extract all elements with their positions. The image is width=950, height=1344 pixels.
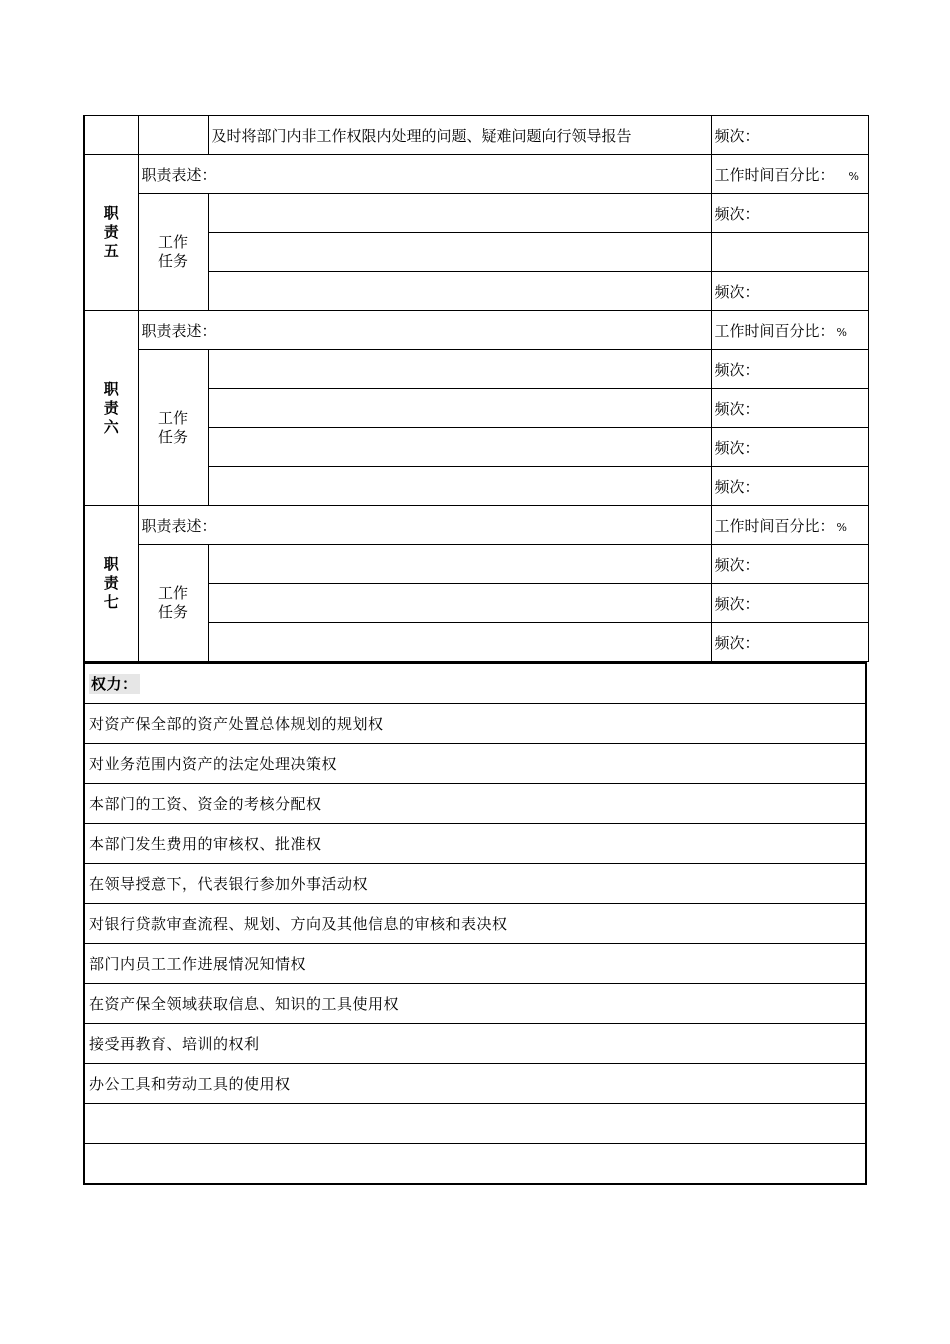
frequency-cell: 频次：: [711, 194, 868, 233]
power-item: 在资产保全领域获取信息、知识的工具使用权: [84, 984, 866, 1024]
table-row: [84, 784, 866, 824]
task-cell: [208, 350, 711, 389]
powers-heading-cell: [84, 663, 866, 704]
frequency-cell: 频次：: [711, 623, 868, 662]
table-row: [84, 1024, 866, 1064]
table-row: [84, 663, 866, 704]
task-cell: [208, 467, 711, 506]
power-item: 对资产保全部的资产处置总体规划的规划权: [84, 704, 866, 744]
percent-sign: %: [836, 520, 847, 534]
time-percentage-label: 工作时间百分比：: [714, 321, 835, 340]
task-cell: [208, 623, 711, 662]
duty-label: [84, 311, 138, 506]
table-row: [84, 545, 868, 584]
table-row: [84, 904, 866, 944]
task-cell: [208, 389, 711, 428]
duty-label-char: 责: [103, 574, 119, 592]
frequency-cell: 频次：: [711, 467, 868, 506]
frequency-cell: 频次：: [711, 584, 868, 623]
duty-label-char: 责: [103, 223, 119, 241]
task-label-line: 任务: [157, 603, 188, 621]
task-label: [138, 194, 208, 311]
table-row: [84, 1064, 866, 1104]
table-row: [84, 155, 868, 194]
task-label-line: 任务: [157, 427, 188, 446]
task-label: [138, 545, 208, 662]
table-row: [84, 864, 866, 904]
frequency-cell: 频次：: [711, 545, 868, 584]
power-item: [84, 1144, 866, 1185]
duty-label-char: 五: [103, 242, 119, 260]
frequency-cell: 频次：: [711, 389, 868, 428]
task-label-line: 工作: [157, 584, 188, 602]
duty-label-char: 职: [103, 379, 119, 398]
time-percentage-cell: [711, 155, 868, 194]
frequency-cell: 频次：: [711, 350, 868, 389]
percent-sign: %: [836, 325, 847, 339]
task-cell: [208, 545, 711, 584]
power-item: 在领导授意下，代表银行参加外事活动权: [84, 864, 866, 904]
duty-description-cell: 职责表述：: [138, 155, 711, 194]
table-row: [84, 704, 866, 744]
table-row: [84, 824, 866, 864]
task-cell: [208, 233, 711, 272]
duty-description-cell: 职责表述：: [138, 506, 711, 545]
table-row: [84, 1104, 866, 1144]
table-row: [84, 944, 866, 984]
table-row: [84, 116, 868, 155]
table-row: [84, 194, 868, 233]
frequency-cell: 频次：: [711, 116, 868, 155]
powers-table: [83, 662, 867, 1185]
empty-cell: [84, 116, 138, 155]
duty-label-char: 职: [103, 555, 119, 573]
table-row: [84, 506, 868, 545]
task-label-line: 任务: [157, 252, 188, 270]
duty-label-char: 六: [103, 417, 119, 436]
duty-label-char: 职: [103, 204, 119, 222]
powers-title: 权力：: [91, 675, 138, 693]
time-percentage-label: 工作时间百分比：: [714, 516, 835, 535]
table-row: [84, 1144, 866, 1185]
task-cell: [208, 194, 711, 233]
table-row: [84, 350, 868, 389]
power-item: 办公工具和劳动工具的使用权: [84, 1064, 866, 1104]
power-item: 本部门发生费用的审核权、批准权: [84, 824, 866, 864]
empty-cell: [138, 116, 208, 155]
task-cell: 及时将部门内非工作权限内处理的问题、疑难问题向行领导报告: [208, 116, 711, 155]
duty-label: [84, 155, 138, 311]
duty-description-cell: 职责表述：: [138, 311, 711, 350]
power-item: 对银行贷款审查流程、规划、方向及其他信息的审核和表决权: [84, 904, 866, 944]
table-row: [84, 311, 868, 350]
duty-label: [84, 506, 138, 662]
power-item: 对业务范围内资产的法定处理决策权: [84, 744, 866, 784]
time-percentage-cell: [711, 311, 868, 350]
task-cell: [208, 584, 711, 623]
task-cell: [208, 428, 711, 467]
duties-table: [83, 115, 869, 662]
frequency-cell: [711, 233, 868, 272]
power-item: 部门内员工工作进展情况知情权: [84, 944, 866, 984]
frequency-cell: 频次：: [711, 272, 868, 311]
time-percentage-cell: [711, 506, 868, 545]
job-description-sheet: [83, 115, 867, 1185]
task-cell: [208, 272, 711, 311]
frequency-cell: 频次：: [711, 428, 868, 467]
table-row: [84, 984, 866, 1024]
task-label-line: 工作: [157, 233, 188, 251]
time-percentage-label: 工作时间百分比：: [714, 165, 835, 184]
power-item: 接受再教育、培训的权利: [84, 1024, 866, 1064]
power-item: 本部门的工资、资金的考核分配权: [84, 784, 866, 824]
task-label-line: 工作: [157, 408, 188, 427]
power-item: [84, 1104, 866, 1144]
task-label: [138, 350, 208, 506]
percent-sign: %: [848, 169, 859, 183]
duty-label-char: 责: [103, 398, 119, 417]
table-row: [84, 744, 866, 784]
duty-label-char: 七: [103, 593, 119, 611]
